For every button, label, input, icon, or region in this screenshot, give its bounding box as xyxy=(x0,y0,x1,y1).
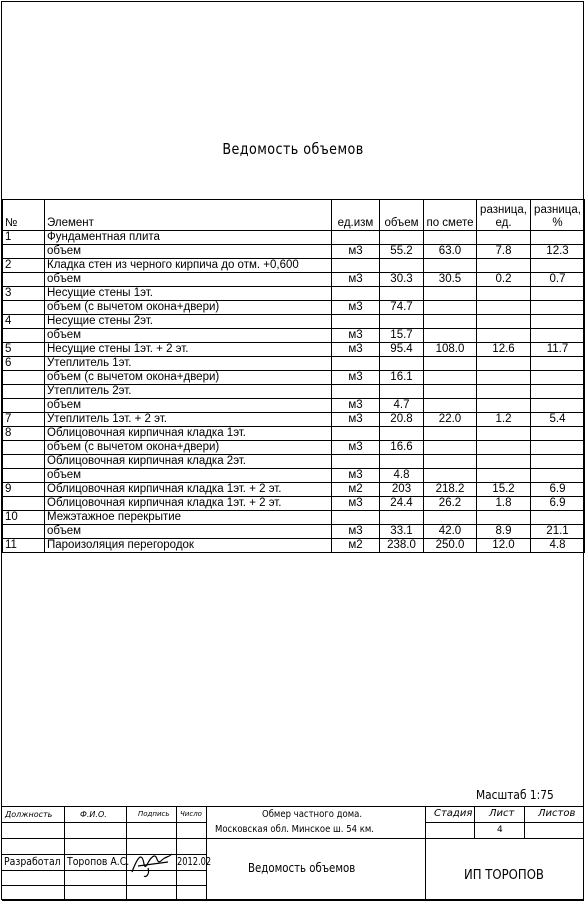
signature-icon xyxy=(128,842,176,882)
row-volume xyxy=(380,385,424,399)
row-number: 8 xyxy=(3,427,45,441)
col-role-label: Должность xyxy=(5,810,53,819)
row-unit: м3 xyxy=(332,441,380,455)
row-estimate xyxy=(424,385,477,399)
row-unit xyxy=(332,427,380,441)
row-element: Утеплитель 2эт. xyxy=(45,385,332,399)
table-row xyxy=(3,371,585,385)
row-number xyxy=(3,441,45,455)
row-diff-percent: 6.9 xyxy=(531,497,585,511)
row-diff-percent xyxy=(531,427,585,441)
table-row xyxy=(3,315,585,329)
row-diff-percent xyxy=(531,455,585,469)
row-diff-percent: 0.7 xyxy=(531,273,585,287)
row-element: объем xyxy=(45,399,332,413)
row-diff-percent: 21.1 xyxy=(531,525,585,539)
sheet-label: Лист xyxy=(489,808,515,819)
row-estimate: 63.0 xyxy=(424,245,477,259)
row-estimate xyxy=(424,301,477,315)
row-number: 3 xyxy=(3,287,45,301)
table-row xyxy=(3,329,585,343)
row-volume xyxy=(380,427,424,441)
row-unit: м3 xyxy=(332,371,380,385)
row-element: объем (с вычетом окона+двери) xyxy=(45,371,332,385)
row-volume xyxy=(380,357,424,371)
row-diff-percent: 5.4 xyxy=(531,413,585,427)
row-estimate xyxy=(424,427,477,441)
row-diff-units: 8.9 xyxy=(477,525,531,539)
row-diff-units xyxy=(477,511,531,525)
row-estimate xyxy=(424,231,477,245)
row-diff-units xyxy=(477,357,531,371)
document-name: Ведомость объемов xyxy=(248,861,356,875)
volumes-table xyxy=(2,199,585,553)
row-element: Утеплитель 1эт. + 2 эт. xyxy=(45,413,332,427)
table-row xyxy=(3,497,585,511)
row-volume: 55.2 xyxy=(380,245,424,259)
row-unit: м3 xyxy=(332,399,380,413)
row-estimate: 30.5 xyxy=(424,273,477,287)
row-element: Кладка стен из черного кирпича до отм. +0,600 xyxy=(45,259,332,273)
row-volume: 16.1 xyxy=(380,371,424,385)
row-element: объем (с вычетом окона+двери) xyxy=(45,441,332,455)
row-diff-percent: 11.7 xyxy=(531,343,585,357)
row-element: Фундаментная плита xyxy=(45,231,332,245)
row-element: объем xyxy=(45,329,332,343)
row-diff-percent xyxy=(531,469,585,483)
row-number xyxy=(3,469,45,483)
row-number: 4 xyxy=(3,315,45,329)
row-volume: 24.4 xyxy=(380,497,424,511)
header-diff-percent: разница, % xyxy=(531,200,585,231)
row-volume: 30.3 xyxy=(380,273,424,287)
row-number xyxy=(3,385,45,399)
row-number xyxy=(3,399,45,413)
row-diff-percent xyxy=(531,287,585,301)
row-estimate: 108.0 xyxy=(424,343,477,357)
row-diff-units xyxy=(477,329,531,343)
company-name: ИП ТОРОПОВ xyxy=(464,868,544,883)
table-header-row xyxy=(3,200,585,231)
row-volume: 74.7 xyxy=(380,301,424,315)
col-sign-label: Подпись xyxy=(138,810,170,818)
row-unit xyxy=(332,287,380,301)
row-volume xyxy=(380,511,424,525)
header-number: № xyxy=(3,200,45,231)
document-title: Ведомость объемов xyxy=(222,140,364,158)
row-number: 6 xyxy=(3,357,45,371)
row-number: 5 xyxy=(3,343,45,357)
table-row xyxy=(3,525,585,539)
table-row xyxy=(3,427,585,441)
table-row xyxy=(3,413,585,427)
row-number xyxy=(3,273,45,287)
row-volume: 238.0 xyxy=(380,539,424,553)
row-volume xyxy=(380,315,424,329)
row-estimate: 218.2 xyxy=(424,483,477,497)
row-diff-percent: 12.3 xyxy=(531,245,585,259)
stage-label: Стадия xyxy=(434,808,473,819)
table-row xyxy=(3,301,585,315)
row-estimate xyxy=(424,287,477,301)
row-element: Межэтажное перекрытие xyxy=(45,511,332,525)
row-diff-units: 12.6 xyxy=(477,343,531,357)
row-element: Облицовочная кирпичная кладка 1эт. + 2 эт. xyxy=(45,497,332,511)
row-estimate: 42.0 xyxy=(424,525,477,539)
row-number: 1 xyxy=(3,231,45,245)
row-volume: 33.1 xyxy=(380,525,424,539)
row-diff-units xyxy=(477,371,531,385)
table-row xyxy=(3,343,585,357)
row-unit: м3 xyxy=(332,245,380,259)
row-diff-percent xyxy=(531,441,585,455)
header-element: Элемент xyxy=(45,200,332,231)
table-row xyxy=(3,385,585,399)
row-unit xyxy=(332,231,380,245)
row-number xyxy=(3,525,45,539)
row-diff-units: 1.2 xyxy=(477,413,531,427)
row-estimate: 26.2 xyxy=(424,497,477,511)
row-diff-units xyxy=(477,287,531,301)
row-number xyxy=(3,329,45,343)
sheets-label: Листов xyxy=(538,808,576,819)
row-number xyxy=(3,301,45,315)
row-unit xyxy=(332,455,380,469)
row-number: 9 xyxy=(3,483,45,497)
sheet-number: 4 xyxy=(497,825,503,835)
row-diff-percent: 4.8 xyxy=(531,539,585,553)
row-estimate xyxy=(424,399,477,413)
col-fio-label: Ф.И.О. xyxy=(80,810,107,819)
row-unit: м2 xyxy=(332,483,380,497)
row-diff-percent xyxy=(531,329,585,343)
row-diff-units xyxy=(477,301,531,315)
row-diff-units: 0.2 xyxy=(477,273,531,287)
table-row xyxy=(3,483,585,497)
table-row xyxy=(3,231,585,245)
row-volume: 20.8 xyxy=(380,413,424,427)
row-estimate xyxy=(424,511,477,525)
row-element: Несущие стены 2эт. xyxy=(45,315,332,329)
row-estimate xyxy=(424,469,477,483)
row-diff-percent xyxy=(531,357,585,371)
row-estimate xyxy=(424,441,477,455)
row-unit: м3 xyxy=(332,497,380,511)
row-unit: м3 xyxy=(332,525,380,539)
row-diff-units: 12.0 xyxy=(477,539,531,553)
row-element: Облицовочная кирпичная кладка 1эт. xyxy=(45,427,332,441)
table-row xyxy=(3,455,585,469)
table-row xyxy=(3,357,585,371)
row-diff-units xyxy=(477,315,531,329)
row-element: Утеплитель 1эт. xyxy=(45,357,332,371)
row-unit: м3 xyxy=(332,413,380,427)
project-line-2: Московская обл. Минское ш. 54 км. xyxy=(215,824,374,835)
row-unit: м2 xyxy=(332,539,380,553)
row-element: объем xyxy=(45,469,332,483)
row-unit: м3 xyxy=(332,301,380,315)
row-element: объем (с вычетом окона+двери) xyxy=(45,301,332,315)
row-number xyxy=(3,497,45,511)
row-unit: м3 xyxy=(332,343,380,357)
row-number xyxy=(3,455,45,469)
row-unit xyxy=(332,511,380,525)
row-unit: м3 xyxy=(332,469,380,483)
title-block xyxy=(0,806,586,902)
table-row xyxy=(3,259,585,273)
header-volume: объем xyxy=(380,200,424,231)
row-element: Облицовочная кирпичная кладка 2эт. xyxy=(45,455,332,469)
row-number xyxy=(3,371,45,385)
row-unit xyxy=(332,385,380,399)
header-unit: ед.изм xyxy=(332,200,380,231)
row-unit xyxy=(332,357,380,371)
row-volume: 4.7 xyxy=(380,399,424,413)
row-unit: м3 xyxy=(332,273,380,287)
row-diff-units: 15.2 xyxy=(477,483,531,497)
row-element: объем xyxy=(45,245,332,259)
row-estimate xyxy=(424,329,477,343)
row-diff-percent xyxy=(531,371,585,385)
row-diff-percent: 6.9 xyxy=(531,483,585,497)
row-volume: 95.4 xyxy=(380,343,424,357)
row-volume: 16.6 xyxy=(380,441,424,455)
row-diff-units xyxy=(477,469,531,483)
row-volume xyxy=(380,231,424,245)
row-estimate xyxy=(424,357,477,371)
row-volume xyxy=(380,455,424,469)
row-diff-percent xyxy=(531,301,585,315)
table-row xyxy=(3,399,585,413)
row-estimate xyxy=(424,315,477,329)
row-unit xyxy=(332,259,380,273)
row-volume: 15.7 xyxy=(380,329,424,343)
row-diff-units: 1.8 xyxy=(477,497,531,511)
row-diff-percent xyxy=(531,399,585,413)
table-row xyxy=(3,441,585,455)
row-element: Несущие стены 1эт. + 2 эт. xyxy=(45,343,332,357)
table-row xyxy=(3,273,585,287)
row-number: 2 xyxy=(3,259,45,273)
row-estimate: 22.0 xyxy=(424,413,477,427)
row-unit xyxy=(332,315,380,329)
row-volume xyxy=(380,287,424,301)
row-number: 10 xyxy=(3,511,45,525)
row-volume: 4.8 xyxy=(380,469,424,483)
developer-name: Торопов А.С. xyxy=(67,855,130,868)
row-diff-percent xyxy=(531,385,585,399)
row-diff-units xyxy=(477,441,531,455)
scale-label: Масштаб 1:75 xyxy=(476,787,554,802)
project-line-1: Обмер частного дома. xyxy=(262,809,363,820)
table-row xyxy=(3,245,585,259)
row-diff-units: 7.8 xyxy=(477,245,531,259)
row-volume xyxy=(380,259,424,273)
row-number: 11 xyxy=(3,539,45,553)
row-diff-percent xyxy=(531,315,585,329)
table-row xyxy=(3,469,585,483)
row-unit: м3 xyxy=(332,329,380,343)
row-diff-percent xyxy=(531,231,585,245)
row-estimate xyxy=(424,455,477,469)
row-estimate xyxy=(424,259,477,273)
table-row xyxy=(3,511,585,525)
row-diff-units xyxy=(477,259,531,273)
row-diff-units xyxy=(477,385,531,399)
row-element: Облицовочная кирпичная кладка 1эт. + 2 эт. xyxy=(45,483,332,497)
row-diff-units xyxy=(477,455,531,469)
developer-role: Разработал xyxy=(4,855,61,868)
developer-date: 2012.02 xyxy=(177,855,212,868)
row-diff-units xyxy=(477,231,531,245)
row-estimate: 250.0 xyxy=(424,539,477,553)
table-row xyxy=(3,287,585,301)
row-element: объем xyxy=(45,525,332,539)
row-number xyxy=(3,245,45,259)
header-diff-units: разница, ед. xyxy=(477,200,531,231)
row-diff-units xyxy=(477,399,531,413)
row-diff-percent xyxy=(531,259,585,273)
row-number: 7 xyxy=(3,413,45,427)
row-diff-percent xyxy=(531,511,585,525)
row-estimate xyxy=(424,371,477,385)
header-estimate: по смете xyxy=(424,200,477,231)
row-element: Несущие стены 1эт. xyxy=(45,287,332,301)
row-volume: 203 xyxy=(380,483,424,497)
row-element: объем xyxy=(45,273,332,287)
table-row xyxy=(3,539,585,553)
row-diff-units xyxy=(477,427,531,441)
row-element: Пароизоляция перегородок xyxy=(45,539,332,553)
col-date-label: Число xyxy=(180,810,202,818)
